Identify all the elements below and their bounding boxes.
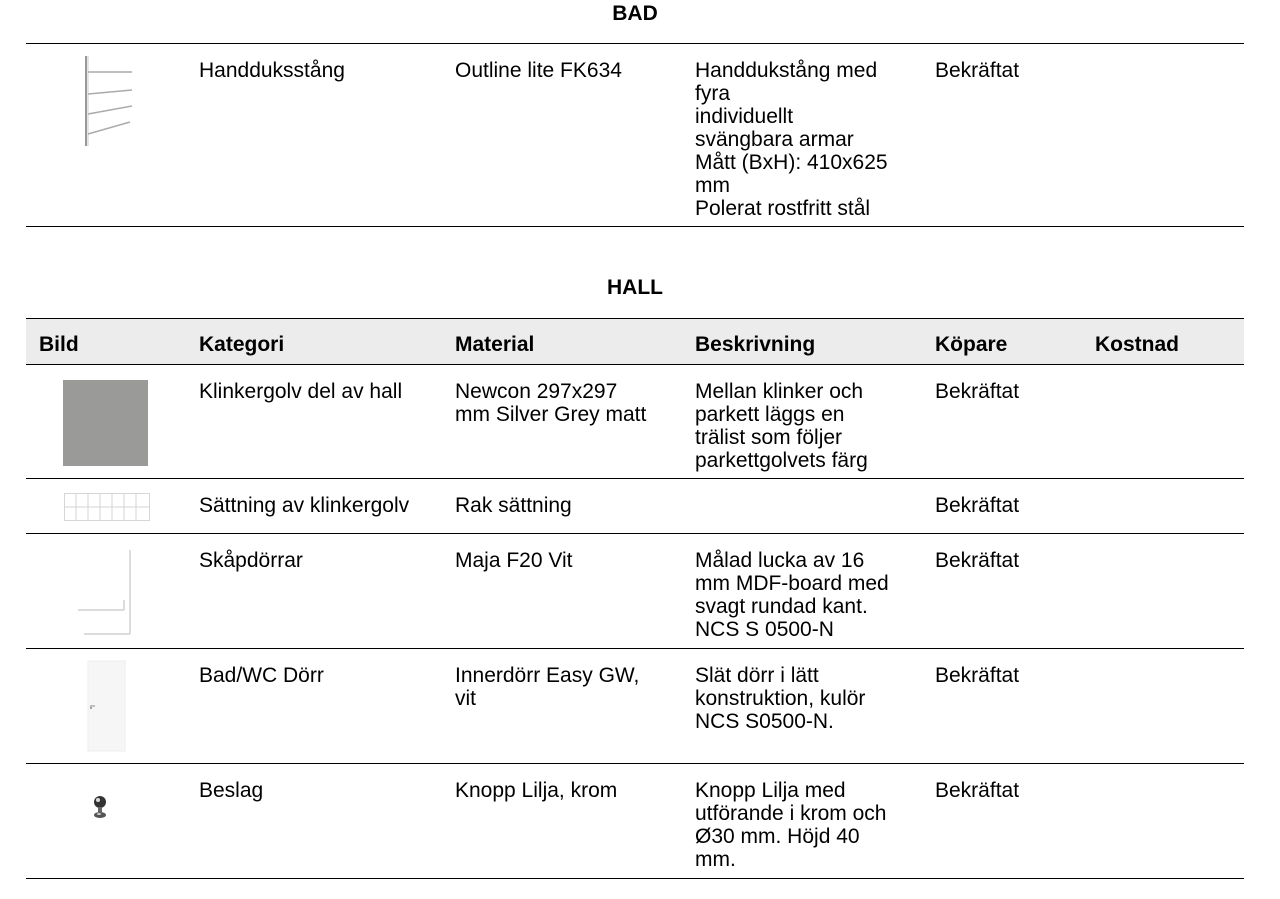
- cabinet-door-image: [76, 548, 134, 638]
- header-bild: Bild: [39, 333, 79, 356]
- hall-material: Maja F20 Vit: [455, 549, 573, 572]
- divider: [26, 478, 1244, 479]
- header-kopare: Köpare: [935, 333, 1008, 356]
- header-kostnad: Kostnad: [1095, 333, 1179, 356]
- hall-kopare: Bekräftat: [935, 549, 1020, 572]
- hall-kopare: Bekräftat: [935, 380, 1020, 403]
- divider: [26, 226, 1244, 227]
- hall-material: Knopp Lilja, krom: [455, 779, 618, 802]
- hall-kopare: Bekräftat: [935, 779, 1020, 802]
- divider: [26, 648, 1244, 649]
- bad-kategori: Handduksstång: [199, 59, 345, 82]
- hall-beskrivning: Slät dörr i lätt konstruktion, kulör NCS S0500-N.: [695, 664, 866, 733]
- header-beskrivning: Beskrivning: [695, 333, 816, 356]
- divider: [26, 364, 1244, 365]
- divider: [26, 878, 1244, 879]
- hall-material: Newcon 297x297 mm Silver Grey matt: [455, 380, 647, 426]
- hall-beskrivning: Målad lucka av 16 mm MDF-board med svagt rundad kant. NCS S 0500-N: [695, 549, 889, 641]
- hall-kategori: Sättning av klinkergolv: [199, 494, 410, 517]
- header-kategori: Kategori: [199, 333, 285, 356]
- hall-kopare: Bekräftat: [935, 664, 1020, 687]
- hall-material: Innerdörr Easy GW, vit: [455, 664, 640, 710]
- section-title-bad: BAD: [612, 2, 658, 25]
- interior-door-image: [87, 660, 127, 752]
- divider: [26, 43, 1244, 44]
- hall-material: Rak sättning: [455, 494, 572, 517]
- hall-beskrivning: Mellan klinker och parkett läggs en trälist som följer parkettgolvets färg: [695, 380, 868, 472]
- bad-material: Outline lite FK634: [455, 59, 622, 82]
- header-material: Material: [455, 333, 535, 356]
- hall-kategori: Beslag: [199, 779, 264, 802]
- grey-tile-image: [63, 380, 148, 466]
- divider: [26, 533, 1244, 534]
- divider: [26, 763, 1244, 764]
- hall-kategori: Klinkergolv del av hall: [199, 380, 403, 403]
- hall-kopare: Bekräftat: [935, 494, 1020, 517]
- bad-beskrivning: Handdukstång med fyra individuellt svängbara armar Mått (BxH): 410x625 mm Polerat rostfritt stål: [695, 59, 888, 220]
- bad-kopare: Bekräftat: [935, 59, 1020, 82]
- hall-kategori: Bad/WC Dörr: [199, 664, 324, 687]
- hall-beskrivning: Knopp Lilja med utförande i krom och Ø30 mm. Höjd 40 mm.: [695, 779, 887, 871]
- section-title-hall: HALL: [607, 276, 663, 299]
- towel-rail-image: [80, 54, 136, 150]
- hall-kategori: Skåpdörrar: [199, 549, 303, 572]
- chrome-knob-image: [90, 795, 110, 821]
- tile-grid-image: [64, 493, 150, 521]
